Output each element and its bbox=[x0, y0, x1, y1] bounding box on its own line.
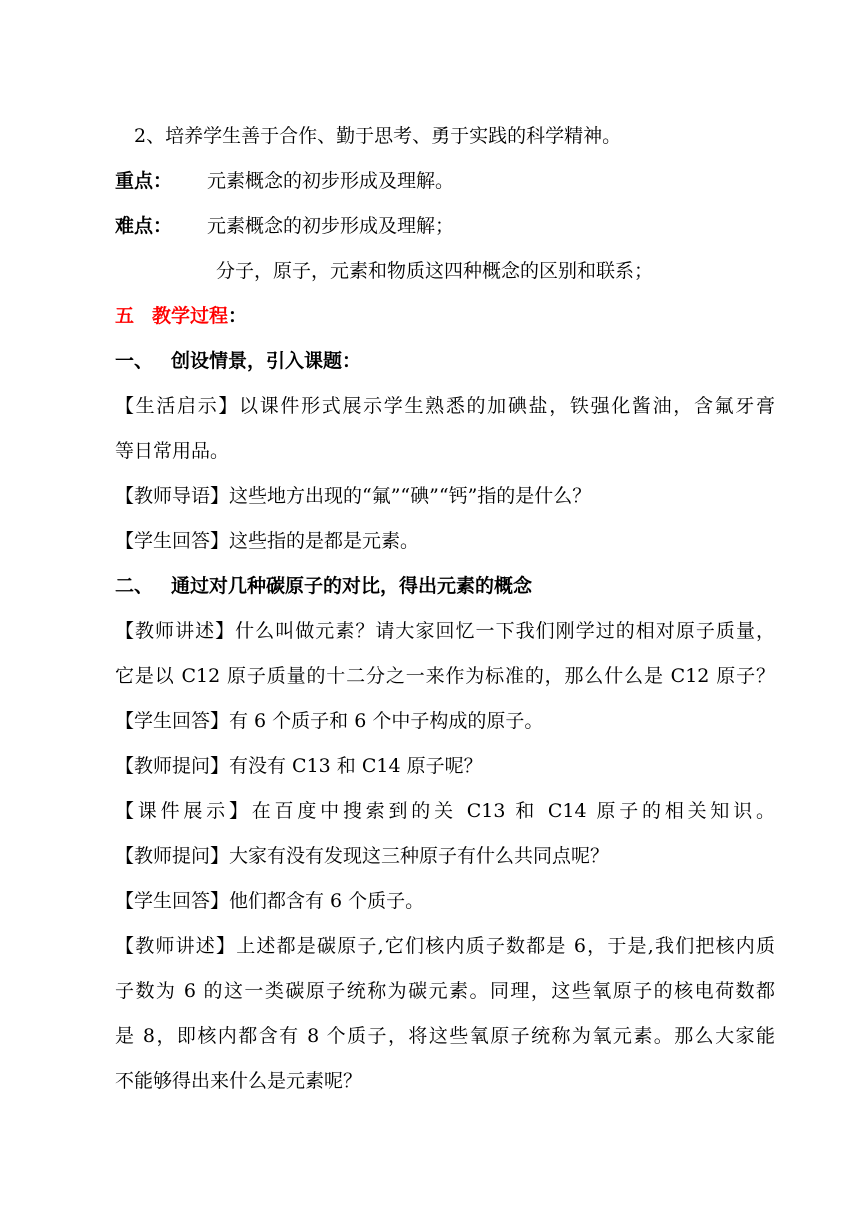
part-2-number: 二、 bbox=[115, 575, 154, 597]
paragraph-line: 【教师提问】大家有没有发现这三种原子有什么共同点呢？ bbox=[115, 845, 610, 867]
difficulty-row bbox=[115, 214, 775, 238]
paragraph-line: 【教师讲述】上述都是碳原子,它们核内质子数都是 6，于是,我们把核内质 bbox=[115, 935, 775, 957]
paragraph-line: 【课件展示】在百度中搜索到的关 C13 和 C14 原子的相关知识。 bbox=[115, 800, 775, 822]
paragraph-line: 【学生回答】有 6 个质子和 6 个中子构成的原子。 bbox=[115, 710, 544, 732]
section-5-heading bbox=[115, 304, 775, 328]
paragraph-line: 是 8，即核内都含有 8 个质子，将这些氧原子统称为氧元素。那么大家能 bbox=[115, 1025, 775, 1047]
difficulty-text-2: 分子，原子，元素和物质这四种概念的区别和联系； bbox=[216, 260, 654, 282]
difficulty-text: 元素概念的初步形成及理解； bbox=[207, 215, 455, 237]
objective-2: 2、培养学生善于合作、勤于思考、勇于实践的科学精神。 bbox=[134, 125, 622, 147]
part-1-title: 创设情景，引入课题： bbox=[171, 350, 362, 372]
paragraph-line: 【教师讲述】什么叫做元素？请大家回忆一下我们刚学过的相对原子质量， bbox=[115, 620, 775, 642]
paragraph-line: 【生活启示】以课件形式展示学生熟悉的加碘盐，铁强化酱油，含氟牙膏 bbox=[115, 395, 775, 417]
paragraph-line: 【学生回答】这些指的是都是元素。 bbox=[115, 530, 420, 552]
part-1-number: 一、 bbox=[115, 350, 154, 372]
key-point-row bbox=[115, 169, 775, 193]
part-2-title: 通过对几种碳原子的对比，得出元素的概念 bbox=[171, 575, 533, 597]
part-2-heading bbox=[115, 574, 775, 598]
section-5-number: 五 bbox=[115, 305, 135, 327]
difficulty-label: 难点： bbox=[115, 215, 173, 237]
paragraph-line: 【学生回答】他们都含有 6 个质子。 bbox=[115, 890, 425, 912]
paragraph-line: 子数为 6 的这一类碳原子统称为碳元素。同理，这些氧原子的核电荷数都 bbox=[115, 980, 775, 1002]
part-1-heading bbox=[115, 349, 775, 373]
paragraph-line: 等日常用品。 bbox=[115, 440, 230, 462]
section-5-title: 教学过程 bbox=[152, 305, 229, 327]
key-point-text: 元素概念的初步形成及理解。 bbox=[207, 170, 455, 192]
section-5-colon: ： bbox=[228, 305, 248, 327]
paragraph-line: 【教师导语】这些地方出现的“氟”“碘”“钙”指的是什么？ bbox=[115, 485, 592, 507]
paragraph-line: 它是以 C12 原子质量的十二分之一来作为标准的，那么什么是 C12 原子？ bbox=[115, 665, 775, 687]
paragraph-line: 【教师提问】有没有 C13 和 C14 原子呢？ bbox=[115, 755, 483, 777]
key-point-label: 重点： bbox=[115, 170, 173, 192]
paragraph-line: 不能够得出来什么是元素呢？ bbox=[115, 1070, 363, 1092]
